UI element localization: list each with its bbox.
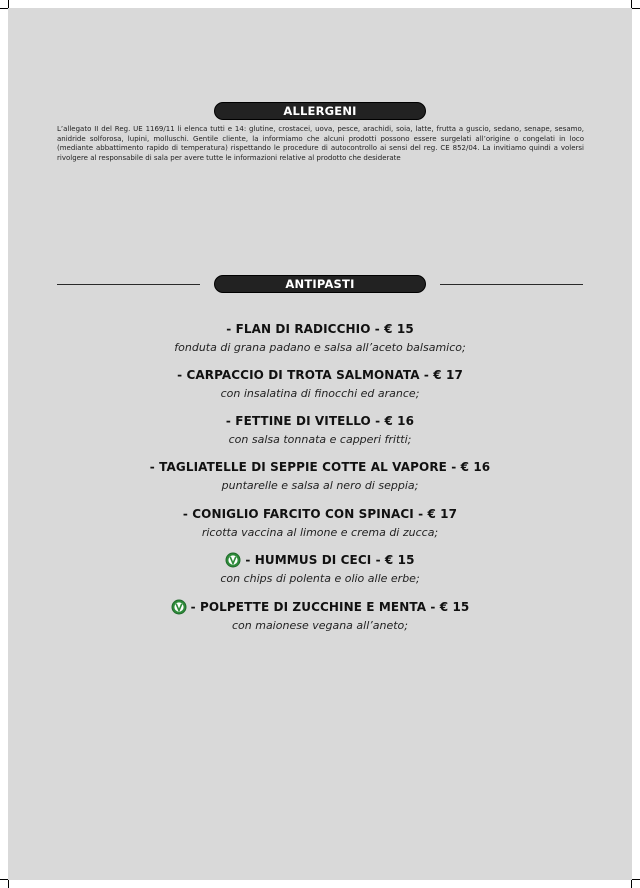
menu-item-name: - FLAN DI RADICCHIO - € 15 <box>226 322 414 336</box>
divider-left <box>57 284 200 285</box>
menu-item-name: - CONIGLIO FARCITO CON SPINACI - € 17 <box>182 507 458 521</box>
menu-item-description: con maionese vegana all’aneto; <box>231 619 408 632</box>
menu-item-description: ricotta vaccina al limone e crema di zucca; <box>201 526 439 539</box>
menu-item-name: - POLPETTE DI ZUCCHINE E MENTA - € 15 <box>0 598 640 616</box>
menu-item-description: con chips di polenta e olio alle erbe; <box>220 572 420 585</box>
allergens-notice: L’allegato II del Reg. UE 1169/11 li elenca tutti e 14: glutine, crostacei, uova, pesce, arachidi, soia, latte, frutta a guscio, sedano, senape, sesamo, anidride solforosa, lupini, molluschi. Gentile cliente, la informiamo che alcuni prodotti possono essere surgelati all’origine o congelati in loco (mediante abbattimento rapido di temperatura) rispettando le procedure di autocontrollo ai sensi del reg. CE 852/04. La invitiamo quindi a volersi rivolgere al responsabile di sala per avere tutte le informazioni relative al prodotto che desiderate <box>57 125 584 162</box>
menu-item-description: fonduta di grana padano e salsa all’aceto balsamico; <box>174 341 466 354</box>
crop-mark <box>632 8 640 9</box>
crop-mark <box>8 0 9 8</box>
menu-item-description: con insalatina di finocchi ed arance; <box>220 387 420 400</box>
vegan-leaf-icon <box>171 599 187 615</box>
vegan-leaf-icon <box>225 552 241 568</box>
menu-item <box>0 505 640 541</box>
menu-item <box>0 412 640 448</box>
allergens-heading <box>214 102 426 120</box>
menu-item <box>0 598 640 634</box>
menu-item <box>0 458 640 494</box>
menu-item-name: - CARPACCIO DI TROTA SALMONATA - € 17 <box>177 368 463 382</box>
crop-mark <box>631 880 632 888</box>
crop-mark <box>631 0 632 8</box>
menu-item <box>0 366 640 402</box>
allergens-title: ALLERGENI <box>283 104 357 118</box>
menu-item-name: - TAGLIATELLE DI SEPPIE COTTE AL VAPORE - € 16 <box>149 460 491 474</box>
menu-item-description: puntarelle e salsa al nero di seppia; <box>221 479 419 492</box>
menu-item <box>0 320 640 356</box>
crop-mark <box>8 880 9 888</box>
antipasti-title: ANTIPASTI <box>285 277 355 291</box>
crop-mark <box>632 879 640 880</box>
crop-mark <box>0 879 8 880</box>
menu-item-name: - HUMMUS DI CECI - € 15 <box>0 551 640 569</box>
menu-item-description: con salsa tonnata e capperi fritti; <box>228 433 412 446</box>
menu-item-name: - FETTINE DI VITELLO - € 16 <box>225 414 415 428</box>
menu-item <box>0 551 640 587</box>
crop-mark <box>0 8 8 9</box>
divider-right <box>440 284 583 285</box>
antipasti-heading <box>214 275 426 293</box>
